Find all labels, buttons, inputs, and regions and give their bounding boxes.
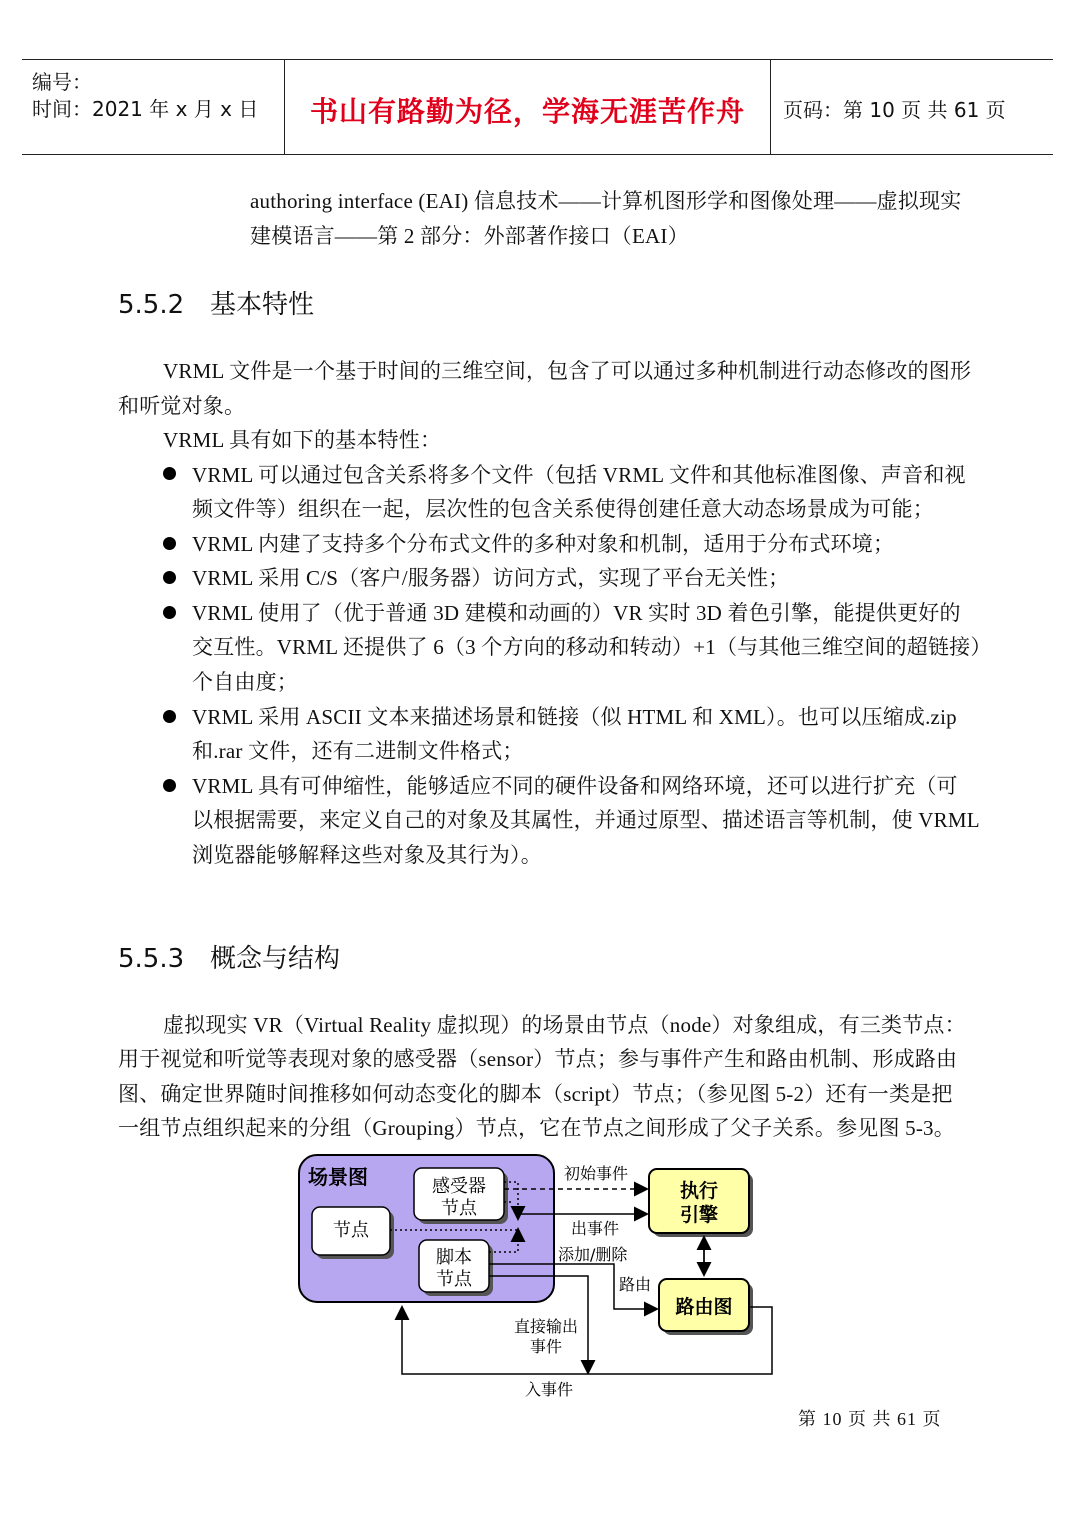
header-meta-cell (22, 60, 285, 154)
page-header (22, 59, 1053, 155)
bullet-line: VRML 内建了支持多个分布式文件的多种对象和机制，适用于分布式环境； (192, 532, 895, 556)
bullet-line: 和.rar 文件，还有二进制文件格式； (192, 739, 524, 763)
script-node-label: 节点 (436, 1269, 472, 1290)
bullet-line: 个自由度； (192, 670, 298, 694)
document-time: 时间：2021 年 x 月 x 日 (32, 97, 259, 121)
bullet-icon (163, 606, 176, 619)
out-event-label: 出事件 (571, 1219, 620, 1238)
paragraph-line: 虚拟现实 VR（Virtual Reality 虚拟现）的场景由节点（node）对象组成，有三类节点： (163, 1013, 966, 1037)
intro-line-1: authoring interface (EAI) 信息技术——计算机图形学和图像处理——虚拟现实 (250, 189, 962, 213)
route-label: 路由 (619, 1275, 652, 1294)
section-title: 基本特性 (210, 290, 315, 320)
route-graph-label: 路由图 (675, 1296, 733, 1318)
bullet-line: VRML 采用 C/S（客户/服务器）访问方式，实现了平台无关性； (192, 566, 790, 590)
add-delete-label: 添加/删除 (558, 1245, 628, 1264)
section-title: 概念与结构 (210, 944, 341, 974)
section-number: 5.5.2 (118, 290, 185, 320)
direct-output-label: 直接输出 (513, 1317, 579, 1336)
section-number: 5.5.3 (118, 944, 185, 974)
paragraph-line: 图、确定世界随时间推移如何动态变化的脚本（script）节点；（参见图 5-2）还有一类是把 (118, 1082, 953, 1106)
vrml-structure-diagram (296, 1152, 778, 1402)
paragraph-line: 和听觉对象。 (118, 394, 246, 418)
initial-event-label: 初始事件 (564, 1164, 629, 1183)
engine-label: 执行 (679, 1180, 719, 1202)
paragraph-line: VRML 具有如下的基本特性： (163, 428, 442, 452)
section-heading-553 (118, 938, 340, 975)
intro-line-2: 建模语言——第 2 部分：外部著作接口（EAI） (250, 224, 689, 248)
bullet-icon (163, 710, 176, 723)
header-page-number: 页码：第 10 页 共 61 页 (783, 98, 1006, 122)
bullet-line: 以根据需要，来定义自己的对象及其属性，并通过原型、描述语言等机制，使 VRML (192, 808, 980, 832)
scene-graph-label: 场景图 (308, 1165, 368, 1189)
bullet-icon (163, 779, 176, 792)
paragraph-line: VRML 文件是一个基于时间的三维空间，包含了可以通过多种机制进行动态修改的图形 (163, 359, 972, 383)
bullet-icon (163, 537, 176, 550)
engine-label: 引擎 (679, 1204, 719, 1226)
bullet-line: VRML 使用了（优于普通 3D 建模和动画的）VR 实时 3D 着色引擎，能提供更好的 (192, 601, 961, 625)
sensor-node-label: 感受器 (432, 1176, 486, 1197)
bullet-line: VRML 具有可伸缩性，能够适应不同的硬件设备和网络环境，还可以进行扩充（可 (192, 774, 958, 798)
paragraph-line: 用于视觉和听觉等表现对象的感受器（sensor）节点；参与事件产生和路由机制、形成路由 (118, 1047, 958, 1071)
bullet-line: 浏览器能够解释这些对象及其行为）。 (192, 843, 542, 867)
header-motto: 书山有路勤为径，学海无涯苦作舟 (309, 95, 745, 128)
page-footer: 第 10 页 共 61 页 (798, 1409, 942, 1429)
section-heading-552 (118, 284, 314, 321)
direct-output-label: 事件 (529, 1337, 563, 1356)
paragraph-line: 一组节点组织起来的分组（Grouping）节点，它在节点之间形成了父子关系。参见图 5-3。 (118, 1116, 955, 1140)
header-page-cell (771, 60, 1053, 154)
bullet-line: VRML 采用 ASCII 文本来描述场景和链接（似 HTML 和 XML）。也可以压缩成.zip (192, 705, 957, 729)
bullet-line: 交互性。VRML 还提供了 6（3 个方向的移动和转动）+1（与其他三维空间的超链接） (192, 635, 992, 659)
bullet-icon (163, 467, 176, 480)
bullet-icon (163, 571, 176, 584)
bullet-line: VRML 可以通过包含关系将多个文件（包括 VRML 文件和其他标准图像、声音和视 (192, 463, 966, 487)
sensor-node-label: 节点 (441, 1198, 477, 1219)
script-node-label: 脚本 (436, 1247, 472, 1268)
bullet-line: 频文件等）组织在一起，层次性的包含关系使得创建任意大动态场景成为可能； (192, 497, 934, 521)
in-event-label: 入事件 (524, 1380, 574, 1399)
node-label: 节点 (333, 1220, 369, 1241)
header-motto-cell (285, 60, 771, 154)
document-number: 编号： (32, 70, 92, 94)
